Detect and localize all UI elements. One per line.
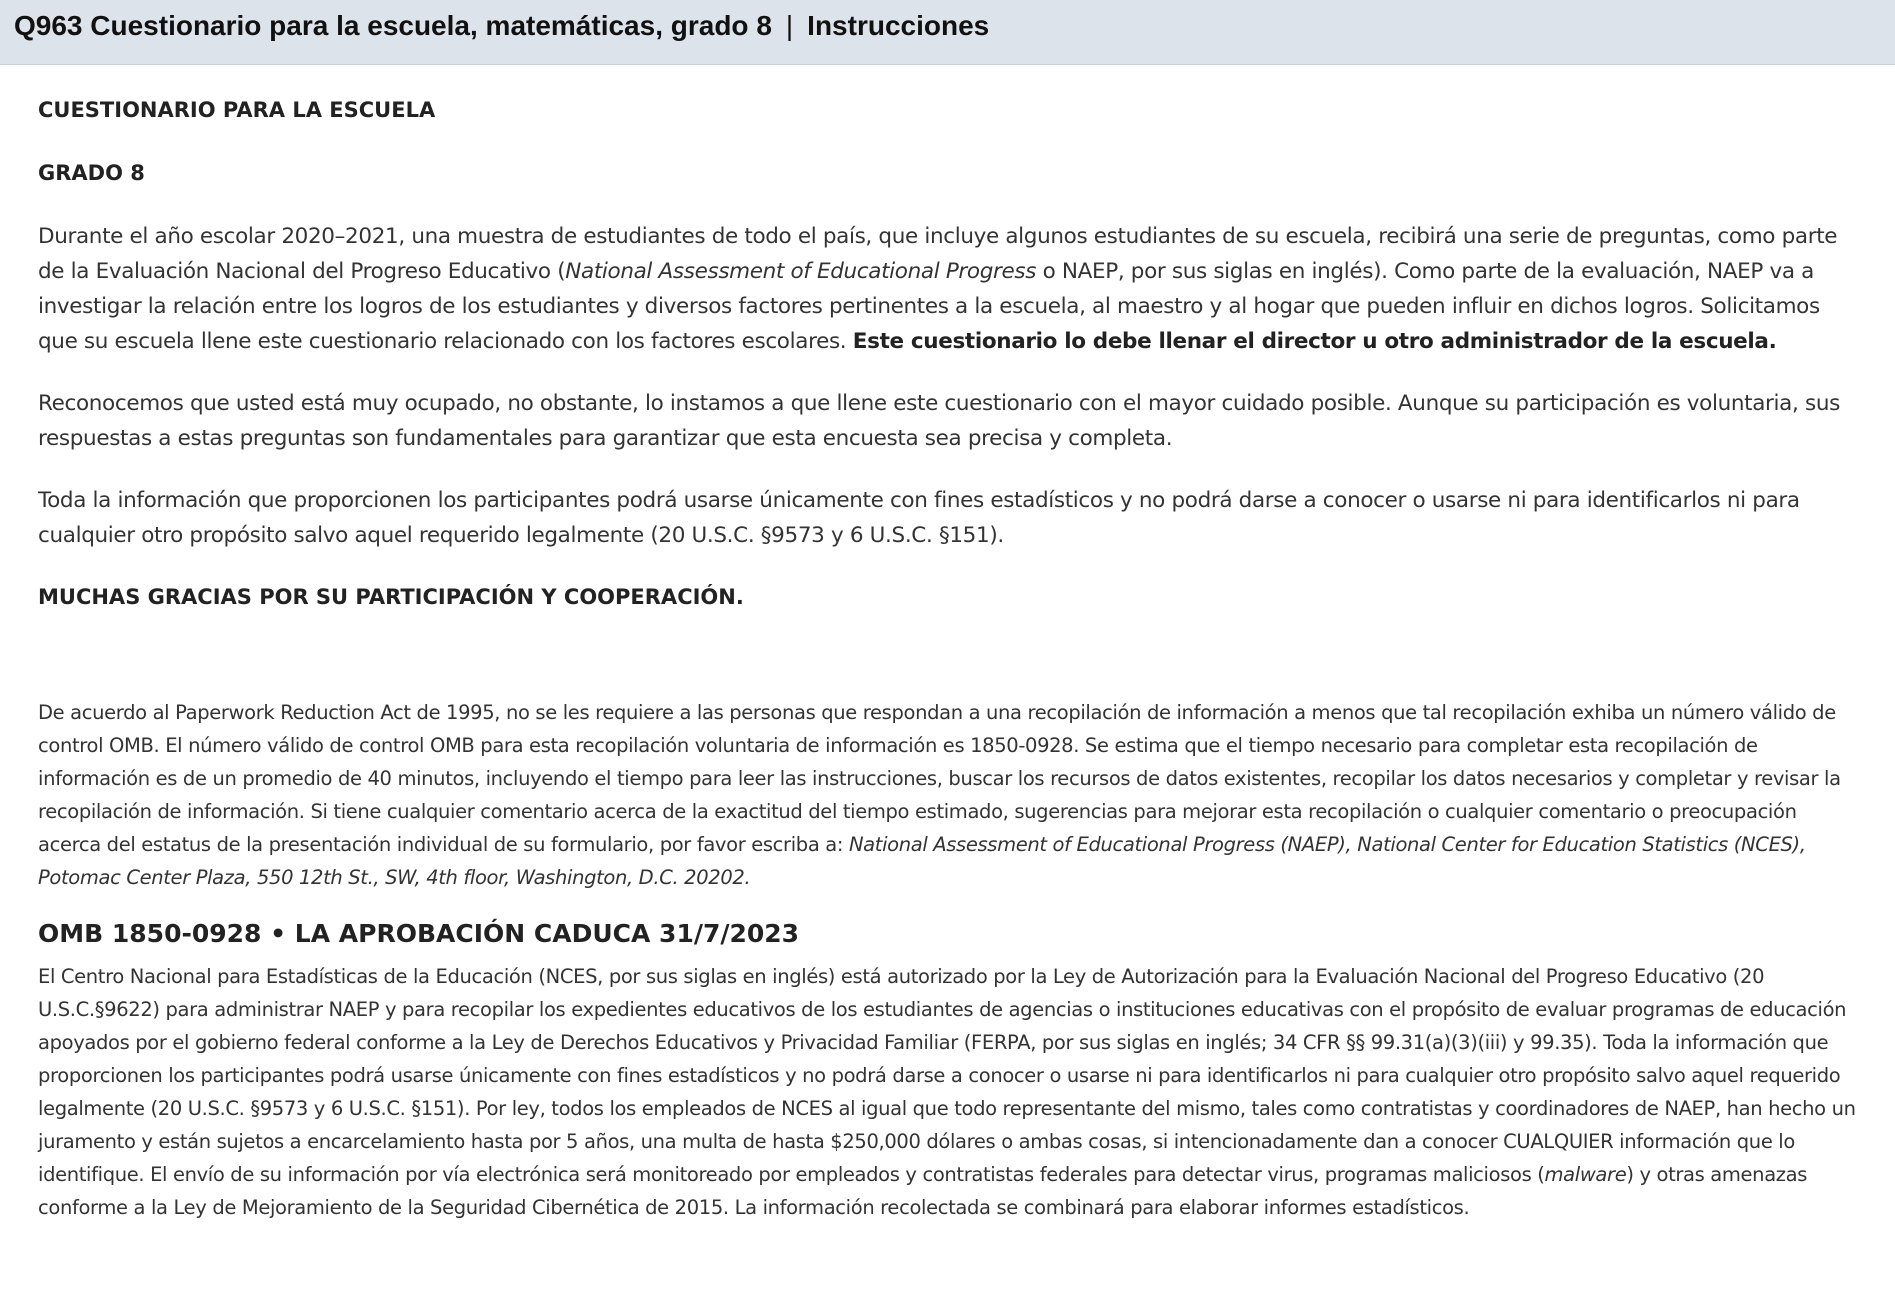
intro-paragraph (38, 219, 1857, 359)
omb-text-end: ) y otras amenazas conforme a la Ley de Mejoramiento de la Seguridad Cibernética de 2015. La información recolectada se combinará para elaborar informes estadísticos. (38, 1163, 1808, 1219)
omb-paragraph (38, 960, 1857, 1224)
confidentiality-paragraph: Toda la información que proporcionen los participantes podrá usarse únicamente con fines estadísticos y no podrá darse a conocer o usarse ni para identificarlos ni para cualquier otro propósito salvo aquel requerido legalmente (20 U.S.C. §9573 y 6 U.S.C. §151). (38, 488, 1800, 548)
heading-grade: GRADO 8 (38, 161, 145, 185)
participation-paragraph: Reconocemos que usted está muy ocupado, no obstante, lo instamos a que llene este cuestionario con el mayor cuidado posible. Aunque su participación es voluntaria, sus respuestas a estas preguntas son fundamentales para garantizar que esta encuesta sea precisa y completa. (38, 391, 1840, 451)
omb-heading: OMB 1850-0928 • LA APROBACIÓN CADUCA 31/7/2023 (38, 919, 800, 948)
intro-text-middle: o NAEP, por sus siglas en inglés). Como parte de la evaluación, NAEP va a investigar la relación entre los logros de los estudiantes y diversos factores pertinentes a la escuela, al maestro y al hogar que pueden influir en dichos logros. Solicitamos que su escuela llene este cuestionario relacionado con los factores escolares. (38, 259, 1820, 354)
heading-school-questionnaire: CUESTIONARIO PARA LA ESCUELA (38, 98, 436, 122)
omb-text-start: El Centro Nacional para Estadísticas de la Educación (NCES, por sus siglas en inglés) está autorizado por la Ley de Autorización para la Evaluación Nacional del Progreso Educativo (20 U.S.C.§9622) para administrar NAEP y para recopilar los expedientes educativos de los estudiantes de agencias o instituciones educativas con el propósito de evaluar programas de educación apoyados por el gobierno federal conforme a la Ley de Derechos Educativos y Privacidad Familiar (FERPA, por sus siglas en inglés; 34 CFR §§ 99.31(a)(3)(iii) y 99.35). Toda la información que proporcionen los participantes podrá usarse únicamente con fines estadísticos y no podrá darse a conocer o usarse ni para identificarlos ni para cualquier otro propósito salvo aquel requerido legalmente (20 U.S.C. §9573 y 6 U.S.C. §151). Por ley, todos los empleados de NCES al igual que todo representante del mismo, tales como contratistas y coordinadores de NAEP, han hecho un juramento y están sujetos a encarcelamiento hasta por 5 años, una multa de hasta $250,000 dólares o ambas cosas, si intencionadamente dan a conocer CUALQUIER información que lo identifique. El envío de su información por vía electrónica será monitoreado por empleados y contratistas federales para detectar virus, programas maliciosos ( (38, 965, 1856, 1186)
intro-bold-instruction: Este cuestionario lo debe llenar el director u otro administrador de la escuela. (852, 329, 1777, 354)
paperwork-paragraph (38, 696, 1857, 894)
spacer (38, 643, 1857, 696)
intro-text-start: Durante el año escolar 2020–2021, una muestra de estudiantes de todo el país, que incluye algunos estudiantes de su escuela, recibirá una serie de preguntas, como parte de la Evaluación Nacional del Progreso Educativo ( (38, 224, 1838, 284)
malware-term: malware (1544, 1163, 1627, 1186)
section-title: Instrucciones (807, 10, 990, 41)
header-bar (0, 0, 1895, 65)
questionnaire-title: Q963 Cuestionario para la escuela, matemáticas, grado 8 (14, 10, 772, 41)
paperwork-text: De acuerdo al Paperwork Reduction Act de 1995, no se les requiere a las personas que respondan a una recopilación de información a menos que tal recopilación exhiba un número válido de control OMB. El número válido de control OMB para esta recopilación voluntaria de información es 1850-0928. Se estima que el tiempo necesario para completar esta recopilación de información es de un promedio de 40 minutos, incluyendo el tiempo para leer las instrucciones, buscar los recursos de datos existentes, recopilar los datos necesarios y completar y revisar la recopilación de información. Si tiene cualquier comentario acerca de la exactitud del tiempo estimado, sugerencias para mejorar esta recopilación o cualquier comentario o preocupación acerca del estatus de la presentación individual de su formulario, por favor escriba a: (38, 701, 1841, 856)
naep-address: National Assessment of Educational Progress (NAEP), National Center for Education Statistics (NCES), Potomac Center Plaza, 550 12th St., SW, 4th floor, Washington, D.C. 20202. (38, 833, 1806, 889)
thanks-heading: MUCHAS GRACIAS POR SU PARTICIPACIÓN Y COOPERACIÓN. (38, 585, 744, 609)
title-separator: | (785, 10, 794, 41)
naep-english-name: National Assessment of Educational Progress (565, 259, 1037, 284)
instructions-content (0, 65, 1895, 1224)
